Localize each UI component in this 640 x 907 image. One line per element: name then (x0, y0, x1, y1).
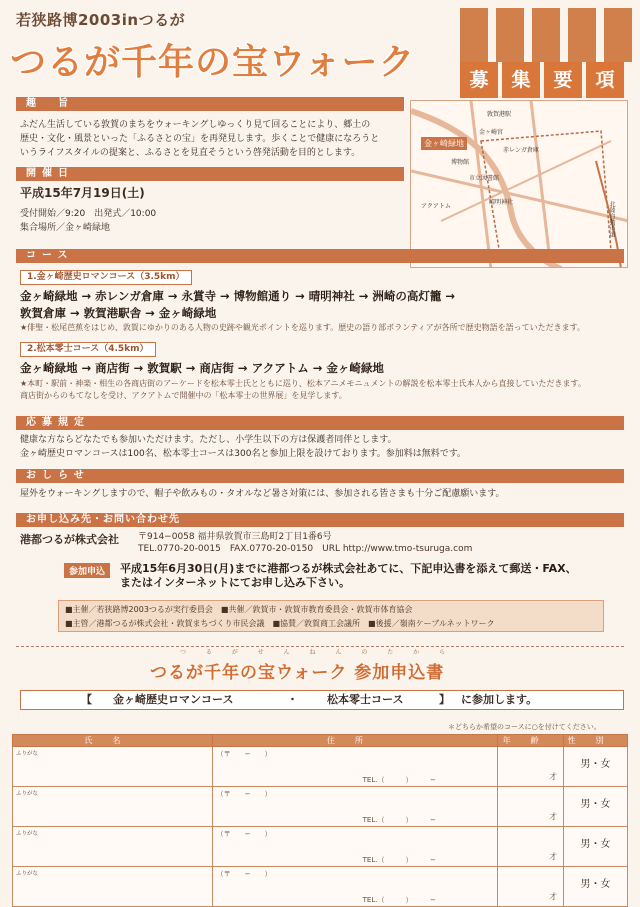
name-field[interactable] (13, 867, 213, 907)
sex-options: 男・女 (580, 839, 611, 850)
map-label: アクアトム (421, 203, 451, 210)
age-unit: 才 (549, 772, 558, 781)
course2-note: ★本町・駅前・神楽・相生の各商店街のアーケードを松本零士氏とともに巡り、松本アニメモニュメントの解説を松本零士氏本人から直接していただきます。 (20, 379, 586, 388)
sex-field[interactable] (564, 827, 628, 867)
furigana-label: ふりがな (16, 751, 39, 757)
map-label: 博物館 (451, 159, 470, 166)
address-field[interactable] (212, 787, 497, 827)
choice-bracket: 【 (81, 693, 92, 706)
zip-label: （〒 − ） (216, 870, 272, 878)
table-row (13, 827, 628, 867)
section-contact: お申し込み先・お問い合わせ先 (16, 513, 624, 527)
section-oubo: 応募規定 (16, 416, 624, 430)
sex-options: 男・女 (580, 799, 611, 810)
col-sex: 性別 (564, 735, 628, 747)
event-date: 平成15年7月19日(土) (20, 186, 145, 200)
zip-label: （〒 − ） (216, 750, 272, 758)
course1-label: 1.金ヶ崎歴史ロマンコース（3.5km） (20, 270, 192, 285)
section-kaisai: 開催日 (16, 167, 404, 181)
age-field[interactable] (498, 867, 564, 907)
shushi-line: ふだん生活している敦賀のまちをウォーキングしゆっくり見て回ることにより、郷土の (20, 120, 371, 130)
address-field[interactable] (212, 867, 497, 907)
name-field[interactable] (13, 787, 213, 827)
route-map (410, 100, 628, 268)
boshu-char: 要 (544, 62, 582, 98)
shushi-text (20, 118, 404, 160)
sex-field[interactable] (564, 747, 628, 787)
sex-field[interactable] (564, 867, 628, 907)
contact-org: 港都つるが株式会社 (20, 533, 119, 546)
name-field[interactable] (13, 827, 213, 867)
course1-route: 金ヶ崎緑地 → 赤レンガ倉庫 → 永賞寺 → 博物館通り → 晴明神社 → 洲崎の高灯籠 → (20, 289, 456, 303)
course-choice (20, 690, 624, 710)
oubo-line: 健康な方ならどなたでも参加いただけます。ただし、小学生以下の方は保護者同伴とします。 (20, 435, 397, 445)
tel-label: TEL.（ ） − (362, 776, 436, 784)
sex-field[interactable] (564, 787, 628, 827)
event-title: つるが千年の宝ウォーク (10, 42, 416, 83)
section-shushi: 趣 旨 (16, 97, 404, 111)
furigana-label: ふりがな (16, 831, 39, 837)
map-label: 北陸自動車道 (608, 201, 615, 237)
choice-suffix: に参加します。 (461, 693, 538, 706)
boshu-char: 項 (586, 62, 624, 98)
age-unit: 才 (549, 852, 558, 861)
address-field[interactable] (212, 747, 497, 787)
name-field[interactable] (13, 747, 213, 787)
age-field[interactable] (498, 747, 564, 787)
map-start-badge: 金ヶ崎緑地 (421, 137, 467, 150)
shushi-line: 歴史・文化・風景といった「ふるさとの宝」を再発見します。歩くことで健康になろうと (20, 134, 380, 144)
age-field[interactable] (498, 787, 564, 827)
col-address: 住所 (212, 735, 497, 747)
credits-line: ■主催／若狭路博2003つるが実行委員会 ■共催／敦賀市・敦賀市教育委員会・敦賀市体育協会 (65, 605, 413, 614)
course1-note: ★俳聖・松尾芭蕉をはじめ、敦賀にゆかりのある人物の史跡や観光ポイントを巡ります。歴史の語り部ボランティアが各所で歴史物語を語っていただきます。 (20, 323, 585, 332)
map-label: 敦賀港駅 (487, 111, 512, 118)
zip-label: （〒 − ） (216, 830, 272, 838)
age-unit: 才 (549, 892, 558, 901)
oubo-line: 金ヶ崎歴史ロマンコースは100名、松本零士コースは300名と参加上限を設けております。参加料は無料です。 (20, 449, 467, 459)
contact-phone: TEL.0770-20-0015 FAX.0770-20-0150 URL http://www.tmo-tsuruga.com (138, 544, 473, 554)
map-drawing (411, 101, 628, 268)
sex-options: 男・女 (580, 759, 611, 770)
apply-line: 平成15年6月30日(月)までに港都つるが株式会社あてに、下記申込書を添えて郵送・FAX、 (120, 562, 577, 575)
apply-text (120, 562, 577, 590)
boshu-char: 集 (502, 62, 540, 98)
age-field[interactable] (498, 827, 564, 867)
event-place: 集合場所／金ヶ崎緑地 (20, 223, 111, 233)
col-name: 氏名 (13, 735, 213, 747)
section-oshirase: おしらせ (16, 469, 624, 483)
zip-label: （〒 − ） (216, 790, 272, 798)
furigana-label: ふりがな (16, 791, 39, 797)
course2-route: 金ヶ崎緑地 → 商店街 → 敦賀駅 → 商店街 → アクアトム → 金ヶ崎緑地 (20, 361, 384, 375)
table-row (13, 867, 628, 907)
form-title-ruby: つ る が せ ん ね ん の た か ら (180, 649, 455, 656)
apply-tag: 参加申込 (64, 563, 110, 578)
map-label: 赤レンガ倉庫 (503, 147, 539, 154)
form-title: つるが千年の宝ウォーク 参加申込書 (150, 663, 445, 683)
map-label: 金ヶ崎宮 (479, 129, 504, 136)
course1-route: 敦賀倉庫 → 敦賀港駅舎 → 金ヶ崎緑地 (20, 306, 217, 320)
address-field[interactable] (212, 827, 497, 867)
boshu-char: 募 (460, 62, 498, 98)
choice-course1[interactable]: 金ヶ崎歴史ロマンコース (113, 693, 234, 706)
table-row (13, 787, 628, 827)
col-age: 年齢 (498, 735, 564, 747)
course2-note: 商店街からのもてなしを受け、アクアトムで開催中の「松本零士の世界展」を見学します。 (20, 391, 347, 400)
credits-line: ■主管／港都つるが株式会社・敦賀まちづくり市民会議 ■協賛／敦賀商工会議所 ■後援／嶺南ケーブルネットワーク (65, 619, 495, 628)
contact-info (138, 531, 472, 555)
course2-label: 2.松本零士コース（4.5km） (20, 342, 156, 357)
choice-bracket: 】 (439, 693, 450, 706)
contact-address: 〒914−0058 福井県敦賀市三島町2丁目1番6号 (138, 532, 332, 542)
tel-label: TEL.（ ） − (362, 896, 436, 904)
choice-course2[interactable]: 松本零士コース (327, 693, 404, 706)
application-table (12, 734, 628, 907)
tel-label: TEL.（ ） − (362, 856, 436, 864)
map-label: 市立図書館 (469, 175, 500, 182)
choice-note: ＊どちらか希望のコースに○を付けてください。 (448, 723, 601, 731)
header-stripes (460, 8, 640, 62)
event-subtitle: 若狭路博2003inつるが (16, 11, 186, 29)
credits-box (58, 600, 604, 632)
furigana-label: ふりがな (16, 871, 39, 877)
oshirase-line: 屋外をウォーキングしますので、帽子や飲みもの・タオルなど暑さ対策には、参加される皆さまも十分ご配慮願います。 (20, 489, 505, 499)
event-times: 受付開始／9:20 出発式／10:00 (20, 209, 157, 219)
boshu-yoko-heading (460, 62, 624, 98)
choice-separator: ・ (287, 693, 298, 706)
sex-options: 男・女 (580, 879, 611, 890)
section-course: コース (16, 249, 624, 263)
age-unit: 才 (549, 812, 558, 821)
map-label: 晴明神社 (489, 199, 514, 206)
table-header (13, 735, 628, 747)
tel-label: TEL.（ ） − (362, 816, 436, 824)
shushi-line: いうライフスタイルの提案と、ふるさとを見直そうという啓発活動を目的とします。 (20, 148, 361, 158)
table-row (13, 747, 628, 787)
apply-line: またはインターネットにてお申し込み下さい。 (120, 576, 351, 589)
